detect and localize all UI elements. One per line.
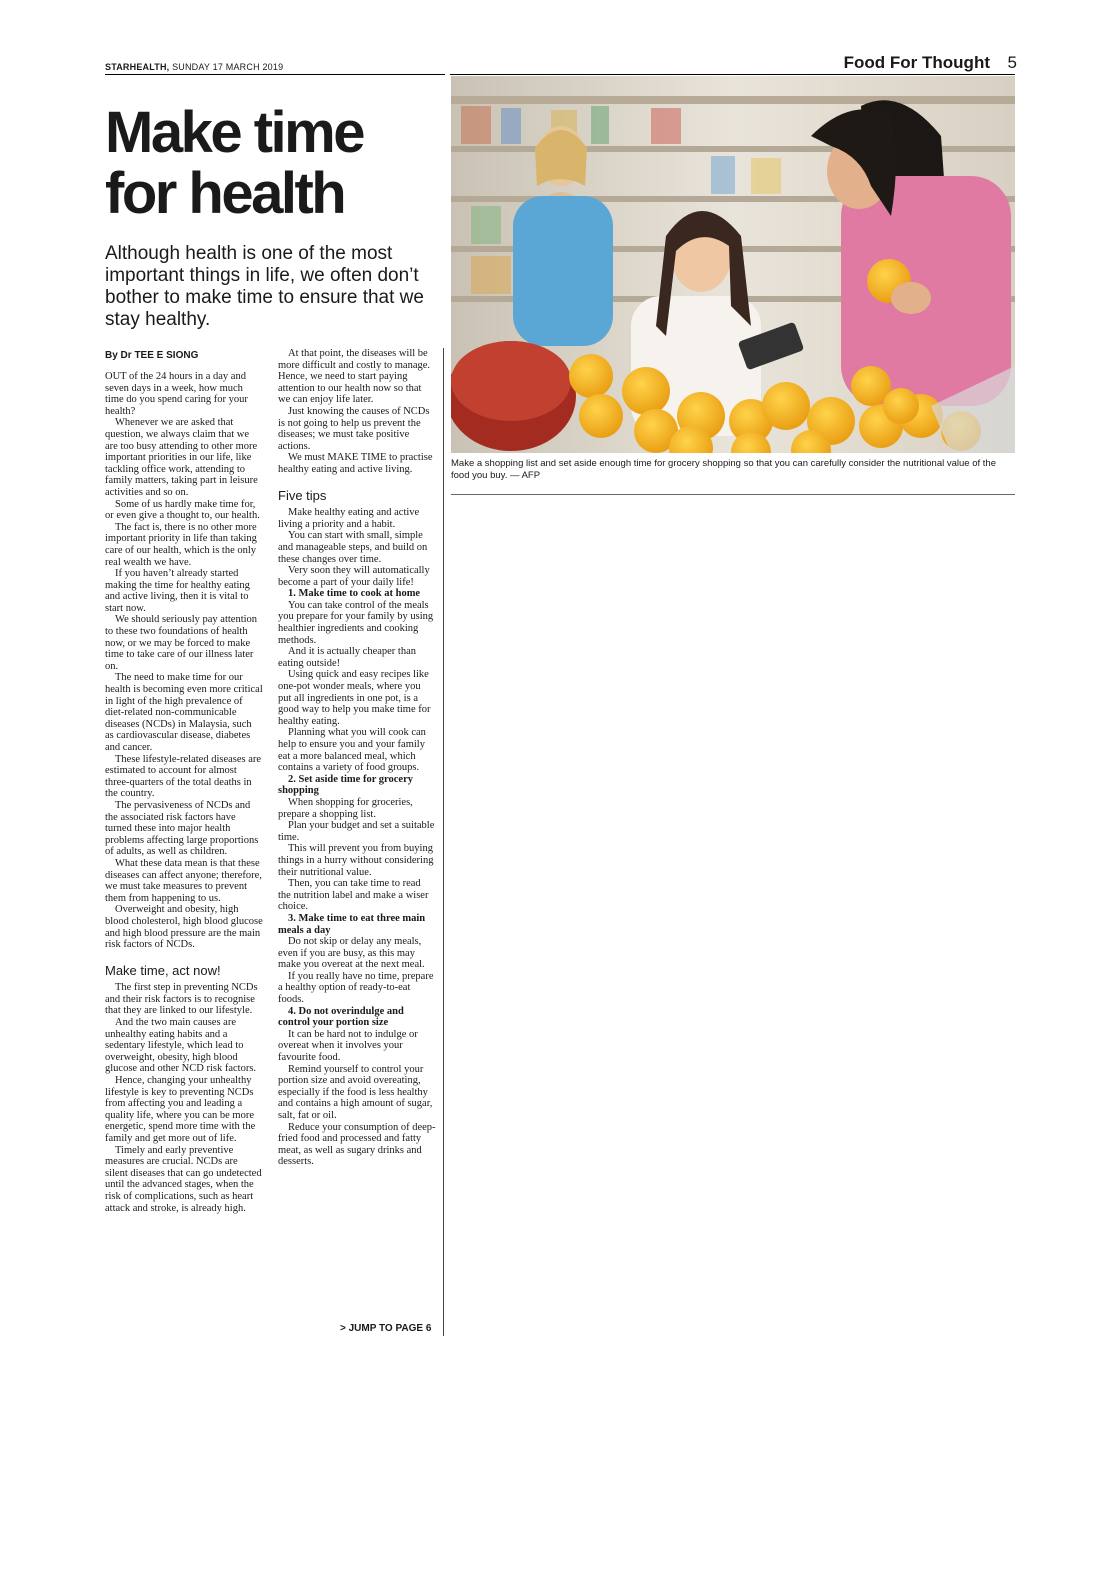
subhead-five-tips: Five tips — [278, 487, 327, 503]
paragraph: Some of us hardly make time for, or even give a thought to, our health. — [105, 498, 260, 522]
paragraph: These lifestyle-related diseases are estimated to account for almost three-quarters of the total deaths in the country. — [105, 753, 262, 800]
jump-link[interactable]: > JUMP TO PAGE 6 — [340, 1323, 432, 1334]
page-number: 5 — [1007, 53, 1017, 72]
paragraph: What these data mean is that these diseases can affect anyone; therefore, we must take measures to prevent them from happening to us. — [105, 857, 262, 904]
headline-line-2: for health — [105, 161, 345, 226]
photo-caption: Make a shopping list and set aside enough time for grocery shopping so that you can carefully consider the nutritional value of the food you buy. — AFP — [451, 458, 996, 481]
paragraph: We must MAKE TIME to practise healthy eating and active living. — [278, 452, 433, 475]
article-column-1 — [105, 371, 263, 1214]
tip-3-heading: 3. Make time to eat three main meals a day — [278, 912, 426, 936]
paragraph: Plan your budget and set a suitable time. — [278, 820, 435, 843]
section-title: Food For Thought — [843, 53, 990, 72]
paragraph: We should seriously pay attention to these two foundations of health now, or we may be forced to make time to take care of our illness later on. — [105, 614, 258, 672]
article-column-2 — [278, 348, 436, 1168]
paragraph: When shopping for groceries, prepare a shopping list. — [278, 796, 413, 820]
paragraph: The first step in preventing NCDs and their risk factors is to recognise that they are linked to our lifestyle. — [105, 982, 258, 1017]
headline-line-1: Make time — [105, 100, 363, 165]
standfirst: Although health is one of the most important things in life, we often don’t bother to make time to ensure that we stay healthy. — [105, 243, 424, 330]
paragraph: It can be hard not to indulge or overeat when it involves your favourite food. — [278, 1028, 418, 1064]
paragraph: This will prevent you from buying things in a hurry without considering their nutritional value. — [278, 843, 434, 878]
top-rule-left — [105, 74, 445, 75]
paragraph: Remind yourself to control your portion size and avoid overeating, especially if the food is less healthy and contains a high amount of sugar, salt, fat or oil. — [278, 1063, 433, 1121]
subhead-act-now: Make time, act now! — [105, 962, 221, 978]
column-divider — [443, 348, 444, 1336]
paragraph: Then, you can take time to read the nutrition label and make a wiser choice. — [278, 878, 429, 913]
top-rule-right — [450, 74, 1015, 75]
paragraph: The need to make time for our health is becoming even more critical in light of the high prevalence of diet-related non-communicable diseases (NCDs) in Malaysia, such as cardiovascular disease, diabetes and cancer. — [105, 672, 263, 753]
paragraph: The fact is, there is no other more important priority in life than taking care of our health, which is the only real wealth we have. — [105, 521, 257, 568]
byline: By Dr TEE E SIONG — [105, 350, 199, 361]
paragraph: Make healthy eating and active living a priority and a habit. — [278, 507, 420, 530]
caption-rule — [451, 494, 1015, 495]
paragraph: You can take control of the meals you prepare for your family by using healthier ingredients and cooking methods. — [278, 599, 434, 646]
headline — [105, 102, 445, 224]
paragraph: OUT of the 24 hours in a day and seven days in a week, how much time do you spend caring for your health? — [105, 371, 248, 417]
paragraph: Overweight and obesity, high blood cholesterol, high blood glucose and high blood pressure are the main risk factors of NCDs. — [105, 904, 263, 951]
paragraph: Planning what you will cook can help to ensure you and your family eat a more balanced meal, which contains a variety of food groups. — [278, 727, 426, 774]
paragraph: You can start with small, simple and manageable steps, and build on these changes over time. — [278, 530, 428, 565]
paragraph: Reduce your consumption of deep-fried food and processed and fatty meat, as well as sugary drinks and desserts. — [278, 1121, 436, 1168]
paragraph: Do not skip or delay any meals, even if you are busy, as this may make you overeat at the next meal. — [278, 936, 425, 971]
paragraph: Timely and early preventive measures are crucial. NCDs are silent diseases that can go undetected until the advanced stages, when the risk of complications, such as heart attack and stroke, is already high. — [105, 1144, 262, 1214]
paragraph: Hence, changing your unhealthy lifestyle is key to preventing NCDs from affecting you and leading a quality life, where you can be more energetic, spend more time with the family and get more out of life. — [105, 1075, 256, 1144]
paragraph: Just knowing the causes of NCDs is not going to help us prevent the diseases; we must take positive actions. — [278, 405, 430, 452]
paragraph: The pervasiveness of NCDs and the associated risk factors have turned these into major health problems affecting large proportions of adults, as well as children. — [105, 799, 259, 858]
paragraph: If you really have no time, prepare a healthy option of ready-to-eat foods. — [278, 970, 434, 1006]
paragraph: And it is actually cheaper than eating outside! — [278, 646, 416, 669]
paragraph: Very soon they will automatically become a part of your daily life! — [278, 565, 430, 588]
paragraph: At that point, the diseases will be more difficult and costly to manage. Hence, we need to start paying attention to our health now so that we can enjoy life later. — [278, 348, 431, 406]
grocery-photo — [451, 76, 1015, 453]
paragraph: And the two main causes are unhealthy eating habits and a sedentary lifestyle, which lead to overweight, obesity, high blood glucose and other NCD risk factors. — [105, 1017, 257, 1075]
tip-4-heading: 4. Do not overindulge and control your portion size — [278, 1005, 404, 1029]
tip-1-heading: 1. Make time to cook at home — [288, 588, 421, 600]
masthead: STARHEALTH, SUNDAY 17 MARCH 2019 — [105, 62, 284, 72]
paragraph: Using quick and easy recipes like one-pot wonder meals, where you put all ingredients in one pot, is a good way to help you make time for healthy eating. — [278, 669, 431, 727]
paragraph: If you haven’t already started making the time for healthy eating and active living, then it is vital to start now. — [105, 568, 250, 614]
paragraph: Whenever we are asked that question, we always claim that we are too busy attending to other more important priorities in our life, like tackling office work, attending to family matters, taking part in leisure activities and so on. — [105, 417, 258, 498]
tip-2-heading: 2. Set aside time for grocery shopping — [278, 773, 413, 797]
